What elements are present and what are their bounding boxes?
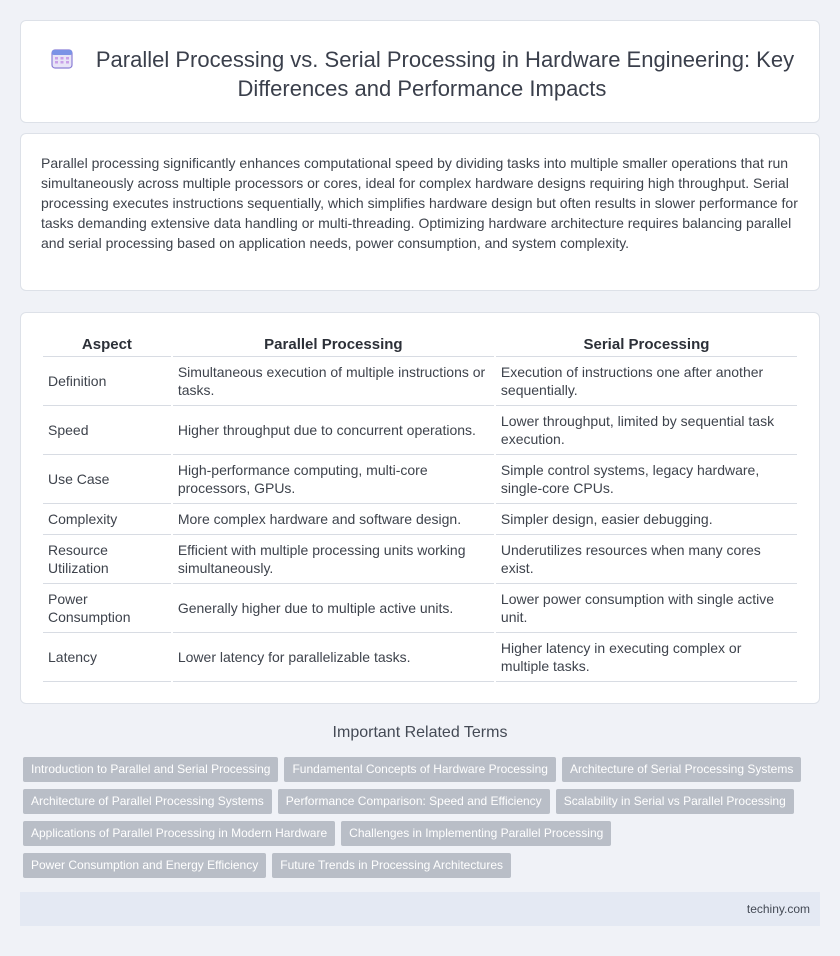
page-title-text: Parallel Processing vs. Serial Processing in Hardware Engineering: Key Differences and Performance Impacts: [95, 47, 795, 101]
table-row: [43, 584, 797, 633]
cell-serial: Underutilizes resources when many cores exist.: [496, 535, 797, 584]
footer-site-link[interactable]: techiny.com: [746, 902, 810, 916]
related-terms-title: Important Related Terms: [332, 724, 508, 741]
cell-aspect: Power Consumption: [43, 584, 171, 633]
related-term-tag[interactable]: Introduction to Parallel and Serial Processing: [23, 757, 278, 782]
intro-paragraph: Parallel processing significantly enhances computational speed by dividing tasks into multiple smaller operations that run simultaneously across multiple processors or cores, ideal for complex hardware designs requiring high throughput. Serial processing executes instructions sequentially, which simplifies hardware design but often results in slower performance for tasks demanding extensive data handling or multi-threading. Optimizing hardware architecture requires balancing parallel and serial processing based on application needs, power consumption, and system complexity.: [41, 155, 798, 251]
cell-serial: Simple control systems, legacy hardware, single-core CPUs.: [496, 455, 797, 504]
related-term-tag[interactable]: Fundamental Concepts of Hardware Processing: [284, 757, 555, 782]
cell-aspect: Complexity: [43, 504, 171, 535]
cell-parallel: Efficient with multiple processing units working simultaneously.: [173, 535, 494, 584]
cell-aspect: Speed: [43, 406, 171, 455]
table-row: [43, 406, 797, 455]
cell-parallel: More complex hardware and software design.: [173, 504, 494, 535]
header-serial: Serial Processing: [496, 335, 797, 357]
cell-serial: Lower throughput, limited by sequential task execution.: [496, 406, 797, 455]
cell-aspect: Definition: [43, 357, 171, 406]
intro-card: [20, 133, 820, 291]
related-terms-list: [23, 757, 818, 885]
cell-parallel: Simultaneous execution of multiple instructions or tasks.: [173, 357, 494, 406]
page-title: [47, 45, 797, 103]
related-term-tag[interactable]: Scalability in Serial vs Parallel Processing: [556, 789, 794, 814]
cell-parallel: Lower latency for parallelizable tasks.: [173, 633, 494, 682]
table-row: [43, 504, 797, 535]
related-term-tag[interactable]: Future Trends in Processing Architectures: [272, 853, 511, 878]
comparison-table: [41, 335, 799, 682]
cell-parallel: Generally higher due to multiple active units.: [173, 584, 494, 633]
related-term-tag[interactable]: Power Consumption and Energy Efficiency: [23, 853, 266, 878]
comparison-card: [20, 312, 820, 704]
title-card: [20, 20, 820, 123]
table-header-row: [43, 335, 797, 357]
calendar-icon: [50, 46, 74, 70]
cell-parallel: Higher throughput due to concurrent operations.: [173, 406, 494, 455]
footer: [20, 892, 820, 926]
related-term-tag[interactable]: Performance Comparison: Speed and Efficiency: [278, 789, 550, 814]
related-term-tag[interactable]: Applications of Parallel Processing in Modern Hardware: [23, 821, 335, 846]
related-term-tag[interactable]: Challenges in Implementing Parallel Processing: [341, 821, 611, 846]
cell-aspect: Use Case: [43, 455, 171, 504]
cell-serial: Execution of instructions one after another sequentially.: [496, 357, 797, 406]
table-row: [43, 455, 797, 504]
header-aspect: Aspect: [43, 335, 171, 357]
cell-parallel: High-performance computing, multi-core processors, GPUs.: [173, 455, 494, 504]
cell-serial: Simpler design, easier debugging.: [496, 504, 797, 535]
table-row: [43, 535, 797, 584]
table-row: [43, 357, 797, 406]
table-row: [43, 633, 797, 682]
cell-serial: Higher latency in executing complex or multiple tasks.: [496, 633, 797, 682]
related-term-tag[interactable]: Architecture of Parallel Processing Systems: [23, 789, 272, 814]
related-term-tag[interactable]: Architecture of Serial Processing Systems: [562, 757, 801, 782]
header-parallel: Parallel Processing: [173, 335, 494, 357]
cell-serial: Lower power consumption with single active unit.: [496, 584, 797, 633]
cell-aspect: Latency: [43, 633, 171, 682]
cell-aspect: Resource Utilization: [43, 535, 171, 584]
